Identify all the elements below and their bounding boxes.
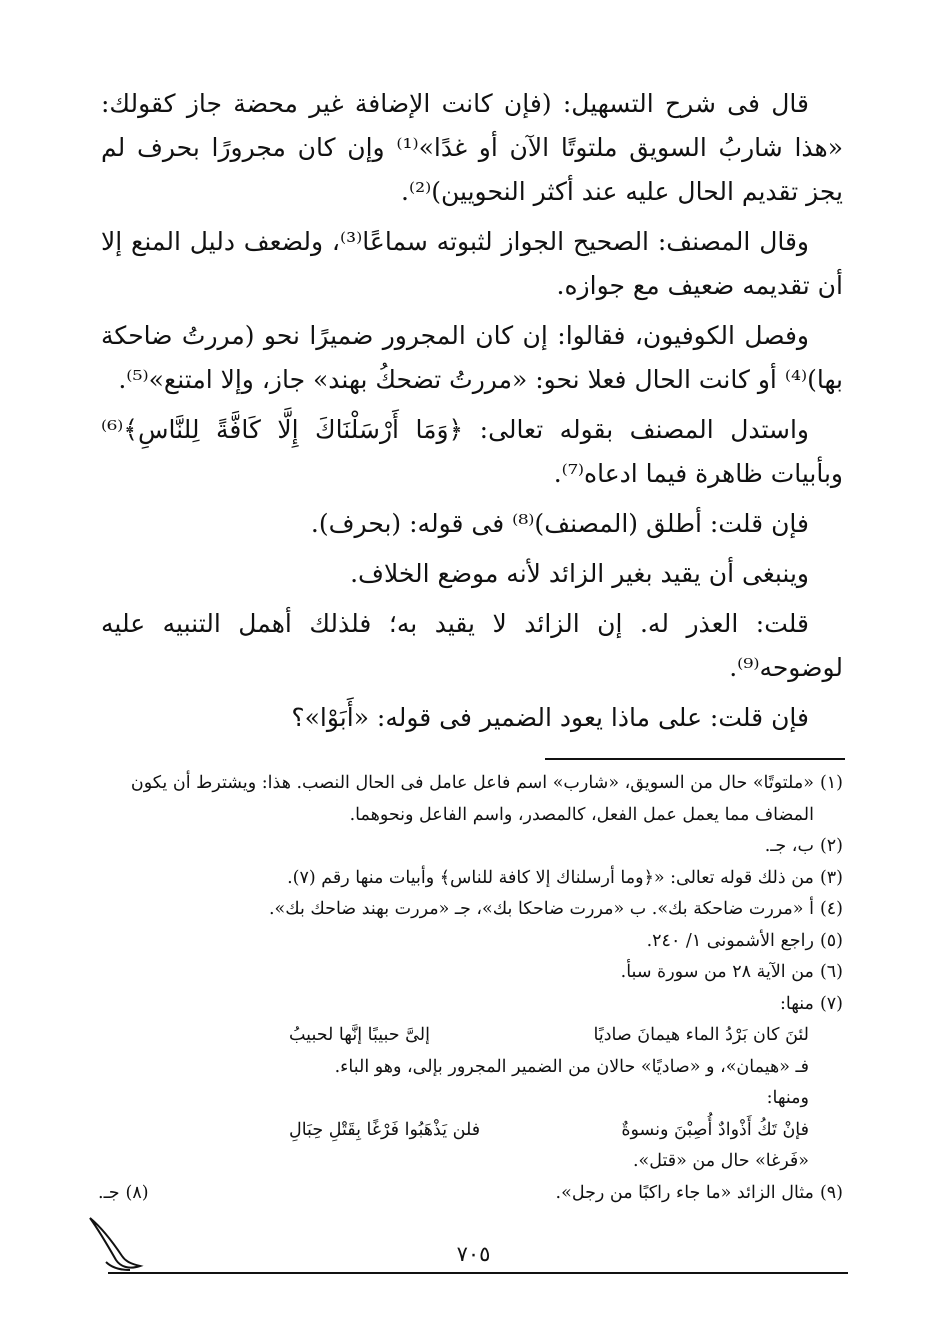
footnote-9 bbox=[556, 1178, 843, 1210]
footnote-number: (٧) bbox=[819, 993, 843, 1014]
footnote-number: (٥) bbox=[819, 930, 843, 951]
footnote-text: ب، جـ. bbox=[764, 836, 814, 856]
footnote-separator bbox=[545, 758, 845, 760]
paragraph-7: قلت: العذر له. إن الزائد لا يقيد به؛ فلذلك أهمل التنبيه عليه لوضوحه⁽⁹⁾. bbox=[101, 609, 843, 682]
paragraph-8: فإن قلت: على ماذا يعود الضمير فى قوله: «أَبَوْا»؟ bbox=[291, 703, 809, 732]
footnote-number: (٣) bbox=[819, 867, 843, 888]
verse-1 bbox=[289, 1020, 843, 1052]
paragraph-5: فإن قلت: أطلق (المصنف)⁽⁸⁾ فى قوله: (بحرف). bbox=[310, 509, 809, 538]
verse-explanation: فـ «هيمان»، و «صاديًا» حالان من الضمير المجرور بإلى، وهو الباء. bbox=[334, 1056, 809, 1077]
footnote-number: (٢) bbox=[819, 836, 843, 856]
footnote-number: (٦) bbox=[819, 962, 843, 982]
verse-2 bbox=[289, 1115, 843, 1147]
footnote-text: من ذلك قوله تعالى: «﴿وما أرسلناك إلا كافة للناس﴾ وأبيات منها رقم (٧). bbox=[287, 867, 814, 888]
bottom-rule bbox=[108, 1272, 848, 1274]
verse-hemistich: فإنْ تَكُ أَذْوادٌ أُصِبْنَ ونسوةٌ bbox=[621, 1119, 809, 1140]
paragraph-3: وفصل الكوفيون، فقالوا: إن كان المجرور ضميرًا نحو (مررتُ ضاحكة بها)⁽⁴⁾ أو كانت الحال فعلا نحو: «مررتُ تضحكُ بهند» جاز، وإلا امتنع»⁽⁵⁾. bbox=[101, 321, 843, 394]
footnote-number: (١) bbox=[819, 773, 843, 793]
verse-hemistich: فلن يَذْهَبُوا فَرْغًا بِقَتْلِ حِبَالِ bbox=[289, 1119, 481, 1140]
paragraph-1: قال فى شرح التسهيل: (فإن كانت الإضافة غير محضة جاز كقولك: «هذا شاربُ السويق ملتوتًا الآن أو غدًا»⁽¹⁾ وإن كان مجرورًا بحرف لم يجز تقديم الحال عليه عند أكثر النحويين)⁽²⁾. bbox=[101, 89, 843, 206]
footnote-text: «ملتوتًا» حال من السويق، «شارب» اسم فاعل عامل فى الحال النصب. هذا: ويشترط أن يكون المضاف مما يعمل عمل الفعل، كالمصدر، واسم الفاعل ونحوهما. bbox=[130, 773, 814, 825]
paragraph-6: وينبغى أن يقيد بغير الزائد لأنه موضع الخلاف. bbox=[350, 559, 809, 588]
verse-hemistich: لئنَ كان بَرْدُ الماء هيمانَ صاديًا bbox=[593, 1025, 809, 1045]
footnote-text: جـ. bbox=[98, 1182, 120, 1203]
footnote-3 bbox=[98, 863, 843, 895]
footnote-1 bbox=[98, 768, 843, 831]
verse-explanation: «فَرغا» حال من «قتل». bbox=[632, 1151, 809, 1171]
footnotes-last-row bbox=[98, 1178, 843, 1210]
footnote-text: من الآية ٢٨ من سورة سبأ. bbox=[620, 962, 814, 982]
footnote-number: (٨) bbox=[125, 1182, 149, 1203]
footnote-4 bbox=[98, 894, 843, 926]
page-number: ٧٠٥ bbox=[456, 1242, 491, 1266]
footnotes bbox=[98, 768, 843, 1209]
paragraph-4: واستدل المصنف بقوله تعالى: ﴿وَمَا أَرْسَلْنَاكَ إِلَّا كَافَّةً لِلنَّاسِ﴾⁽⁶⁾ وبأبيات ظاهرة فيما ادعاه⁽⁷⁾. bbox=[101, 415, 843, 488]
paragraph-2: وقال المصنف: الصحيح الجواز لثبوته سماعًا⁽³⁾، ولضعف دليل المنع إلا أن تقديمه ضعيف مع جوازه. bbox=[101, 227, 843, 300]
verse-intro: ومنها: bbox=[766, 1088, 809, 1108]
footnote-6 bbox=[98, 957, 843, 989]
footnote-number: (٩) bbox=[819, 1182, 843, 1203]
main-text bbox=[101, 82, 843, 746]
footnote-text: مثال الزائد «ما جاء راكبًا من رجل». bbox=[555, 1182, 814, 1203]
footnote-2 bbox=[98, 831, 843, 863]
footnote-text: أ «مررت ضاحكة بك». ب «مررت ضاحكا بك»، جـ «مررت بهند ضاحك بك». bbox=[268, 899, 814, 919]
footnote-text: راجع الأشمونى ١/ ٢٤٠. bbox=[646, 930, 814, 951]
footnote-text: منها: bbox=[779, 993, 814, 1014]
footnote-5 bbox=[98, 926, 843, 958]
footnote-7 bbox=[98, 989, 843, 1021]
footnote-8 bbox=[98, 1178, 149, 1210]
quill-ornament-icon bbox=[86, 1214, 146, 1274]
footnote-number: (٤) bbox=[819, 899, 843, 919]
verse-hemistich: إلىَّ حبيبًا إنَّها لحبيبُ bbox=[289, 1025, 430, 1045]
